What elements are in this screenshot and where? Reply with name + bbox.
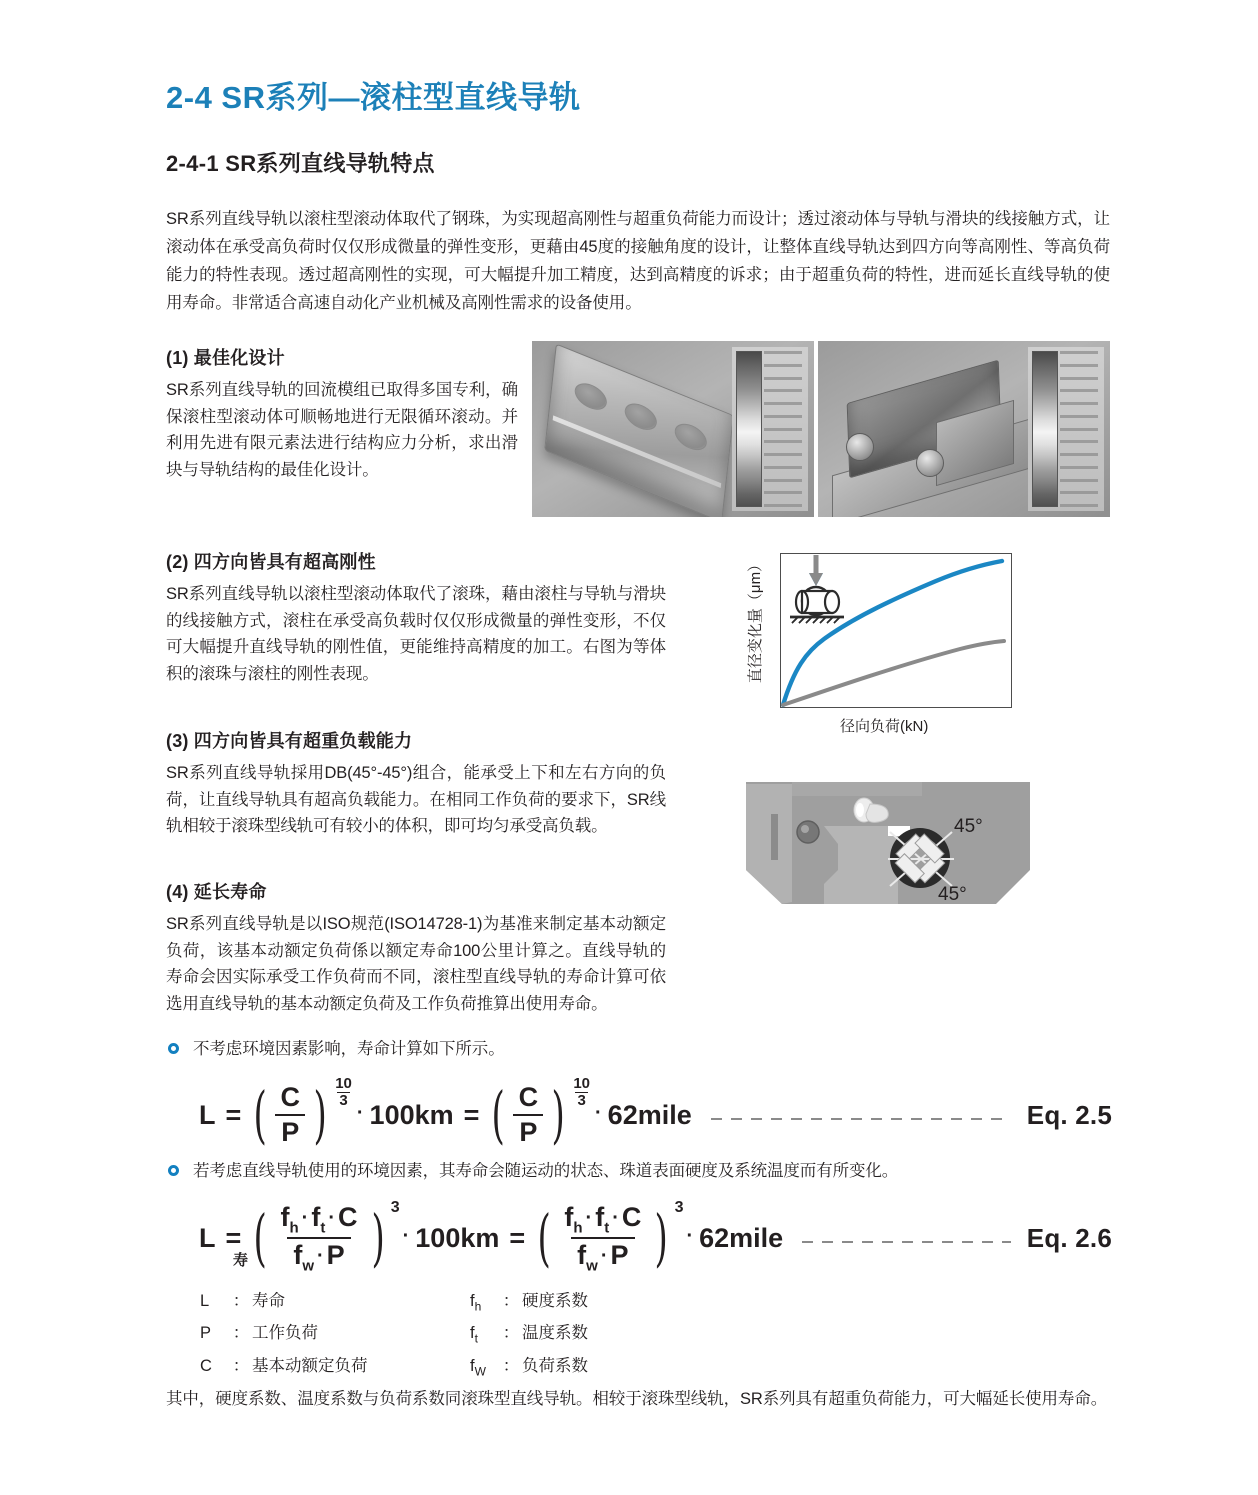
ring-bullet-icon — [168, 1043, 179, 1054]
colon-L: ： — [232, 1292, 250, 1310]
fea-color-scale-values — [764, 351, 806, 507]
intro-paragraph: SR系列直线导轨以滚柱型滚动体取代了钢珠，为实现超高刚性与超重负荷能力而设计；透过滚动体与导轨与滑块的线接触方式，让滚动体在承受高负荷时仅仅形成微量的弹性变形，更藉由45度的接触角度的设计，让整体直线导轨达到四方向等高刚性、等高负荷能力的特性表现。透过超高刚性的实现，可大幅提升加工精度，达到高精度的诉求；由于超重负荷的特性，进而延长直线导轨的使用寿命。非常适合高速自动化产业机械及高刚性需求的设备使用。 — [166, 210, 1110, 312]
fea-color-scale — [732, 347, 808, 511]
equation-2-5-expression — [196, 1075, 695, 1151]
slider-groove — [771, 814, 778, 860]
eq25-denominator-2: P — [513, 1114, 543, 1148]
colon-C: ： — [232, 1356, 250, 1375]
section-4-title: (4) 延长寿命 — [166, 882, 267, 902]
stray-character-mark: 寿 — [233, 1252, 249, 1269]
equation-2-6-expression — [196, 1198, 786, 1275]
eq26-leader-dashes — [802, 1241, 1011, 1243]
desc-L: 寿命 — [252, 1292, 285, 1310]
fea-color-scale — [1028, 347, 1104, 511]
eq25-fraction-1 — [274, 1082, 306, 1148]
fea-color-scale-values — [1060, 351, 1102, 507]
fea-color-scale-bar — [736, 351, 762, 507]
roller-shape — [796, 591, 839, 613]
eq26-fraction-2 — [558, 1202, 647, 1275]
series-roller-curve — [783, 641, 1004, 705]
eq26-denominator-1: $f_w \cdot P$ — [287, 1237, 350, 1274]
eq25-paren-close-2: ) — [551, 1077, 565, 1151]
table-row — [200, 1320, 588, 1352]
eq26-exponent-1: 3 — [390, 1198, 400, 1216]
sym-ft: $f_t$ — [470, 1324, 478, 1346]
nomenclature-table — [200, 1288, 588, 1385]
eq25-equals: = — [225, 1099, 242, 1130]
section-2-body: SR系列直线导轨以滚柱型滚动体取代了滚珠，藉由滚柱与导轨与滑块的线接触方式，滚柱在承受高负载时仅仅形成微量的弹性变形，不仅可大幅提升直线导轨的刚性值，更能维持高精度的加工。右图为等体积的滚珠与滚柱的刚性表现。 — [166, 585, 666, 683]
eq25-numerator-1: C — [280, 1082, 300, 1112]
colon-fw: ： — [502, 1356, 520, 1375]
eq26-denominator-2: $f_w \cdot P$ — [571, 1237, 634, 1274]
nomenclature-grid — [200, 1288, 588, 1385]
eq26-unit-km: 100km — [415, 1222, 500, 1253]
eq26-fraction-1 — [274, 1202, 363, 1275]
slider-left-panel — [746, 784, 792, 904]
rail-bolt-hole — [574, 379, 609, 415]
eq25-fraction-2 — [513, 1082, 545, 1148]
eq25-numerator-2: C — [518, 1082, 539, 1112]
eq26-label: Eq. 2.6 — [1026, 1222, 1112, 1253]
bullet-2-text: 若考虑直线导轨使用的环境因素，其寿命会随运动的状态、珠道表面硬度及系统温度而有所变化。 — [193, 1162, 899, 1180]
angle-label-top: 45° — [954, 816, 983, 837]
roller-load-arrow — [809, 555, 823, 586]
section-heading: 2-4-1 SR系列直线导轨特点 — [166, 151, 435, 176]
closing-paragraph: 其中，硬度系数、温度系数与负荷系数同滚珠型直线导轨。相较于滚珠型线轨，SR系列具有超重负荷能力，可大幅延长使用寿命。 — [166, 1390, 1108, 1408]
section-2-title: (2) 四方向皆具有超高刚性 — [166, 552, 376, 572]
eq25-label: Eq. 2.5 — [1026, 1099, 1112, 1130]
section-3-title: (3) 四方向皆具有超重负载能力 — [166, 731, 413, 751]
eq25-dot-2: · — [595, 1101, 602, 1124]
sym-L: L — [200, 1292, 210, 1310]
eq26-unit-mile: 62mile — [699, 1222, 784, 1253]
section-heavy-load — [166, 727, 666, 840]
section-optimized-design — [166, 344, 518, 483]
roller-contact-illustration — [780, 553, 866, 631]
eq26-paren-open-2: ( — [537, 1200, 551, 1274]
eq25-unit-mile: 62mile — [607, 1099, 692, 1130]
sym-P: P — [200, 1324, 212, 1343]
rail-bolt-hole — [624, 399, 659, 435]
colon-fh: ： — [502, 1292, 520, 1310]
table-row — [200, 1353, 588, 1385]
eq25-equals-2: = — [463, 1099, 480, 1130]
eq26-paren-close-2: ) — [654, 1200, 669, 1274]
angle-label-bottom: 45° — [938, 884, 967, 905]
desc-fh: 硬度系数 — [522, 1292, 588, 1310]
bullet-item-no-environment — [168, 1036, 1108, 1062]
equation-2-5 — [196, 1075, 1112, 1152]
section-long-life — [166, 878, 666, 1017]
eq26-exponent-2: 3 — [674, 1198, 684, 1216]
eq25-paren-open-2: ( — [491, 1077, 506, 1151]
eq26-L: L — [199, 1222, 216, 1253]
stiffness-comparison-chart — [722, 545, 1112, 750]
block-raceway-bore — [846, 433, 874, 461]
table-row — [200, 1288, 588, 1320]
eq26-equals-2: = — [509, 1222, 526, 1253]
sym-fw: $f_W$ — [470, 1356, 486, 1378]
fea-rail-image — [532, 341, 814, 517]
eq25-leader-dashes — [711, 1118, 1011, 1120]
block-3d-model — [832, 371, 1032, 497]
eq26-dot-1: · — [402, 1224, 410, 1247]
eq25-dot-1: · — [356, 1101, 364, 1124]
section-4-body: SR系列直线导轨是以ISO规范(ISO14728-1)为基准来制定基本动额定负荷，该基本动额定负荷係以额定寿命100公里计算之。直线导轨的寿命会因实际承受工作负荷而不同，滚柱型直线导轨的寿命计算可依选用直线导轨的基本动额定负荷及工作负荷推算出使用寿命。 — [166, 915, 666, 1013]
eq25-paren-open-1: ( — [253, 1077, 268, 1151]
desc-P: 工作负荷 — [252, 1324, 318, 1343]
section-high-rigidity — [166, 548, 666, 687]
sym-fh: $f_h$ — [470, 1292, 482, 1314]
desc-C: 基本动额定负荷 — [252, 1356, 368, 1375]
block-raceway-bore — [916, 449, 944, 477]
fea-color-scale-bar — [1032, 351, 1058, 507]
chart-x-axis-label: 径向负荷(kN) — [840, 718, 929, 735]
section-1-title: (1) 最佳化设计 — [166, 348, 285, 368]
eq26-numerator-2: $f_h \cdot f_t \cdot C$ — [564, 1201, 642, 1236]
section-1-body: SR系列直线导轨的回流模组已取得多国专利，确保滚柱型滚动体可顺畅地进行无限循环滚动。并利用先进有限元素法进行结构应力分析，求出滑块与导轨结构的最佳化设计。 — [166, 381, 518, 479]
eq25-L: L — [199, 1099, 216, 1130]
colon-ft: ： — [502, 1324, 520, 1343]
eq25-exponent-2: 10 3 — [573, 1075, 590, 1109]
desc-fw: 负荷系数 — [522, 1356, 588, 1375]
slider-bolt-hole-highlight — [801, 825, 809, 833]
colon-P: ： — [232, 1324, 250, 1343]
slider-top-strip — [792, 782, 922, 796]
eq26-paren-open-1: ( — [253, 1200, 268, 1274]
slider-bolt-hole — [797, 821, 819, 843]
chart-y-axis-label: 直径变化量（μm） — [747, 556, 764, 684]
sym-C: C — [200, 1356, 212, 1375]
ring-bullet-icon — [168, 1165, 179, 1176]
eq26-numerator-1: $f_h \cdot f_t \cdot C$ — [280, 1201, 358, 1236]
bullet-item-with-environment — [168, 1158, 1108, 1184]
bullet-1-text: 不考虑环境因素影响，寿命计算如下所示。 — [193, 1040, 505, 1058]
db-arrangement-diagram — [738, 768, 1090, 920]
eq26-dot-2: · — [686, 1224, 694, 1247]
eq25-exponent-1: 10 3 — [335, 1075, 352, 1109]
rail-bolt-hole — [674, 419, 709, 455]
equation-2-6 — [196, 1198, 1112, 1278]
section-3-body: SR系列直线导轨採用DB(45°-45°)组合，能承受上下和左右方向的负荷，让直线导轨具有超高负载能力。在相同工作负荷的要求下，SR线轨相较于滚珠型线轨可有较小的体积，即可均匀承受高负载。 — [166, 764, 666, 835]
fea-block-image — [818, 341, 1110, 517]
eq26-equals: = — [225, 1222, 242, 1253]
eq25-denominator-1: P — [275, 1114, 305, 1148]
slider-cross-section-svg — [738, 774, 1038, 916]
eq25-paren-close-1: ) — [313, 1077, 327, 1151]
eq25-unit-km: 100km — [369, 1099, 454, 1130]
desc-ft: 温度系数 — [522, 1324, 588, 1343]
eq26-paren-close-1: ) — [370, 1200, 385, 1274]
page-title: 2-4 SR系列—滚柱型直线导轨 — [166, 80, 581, 115]
